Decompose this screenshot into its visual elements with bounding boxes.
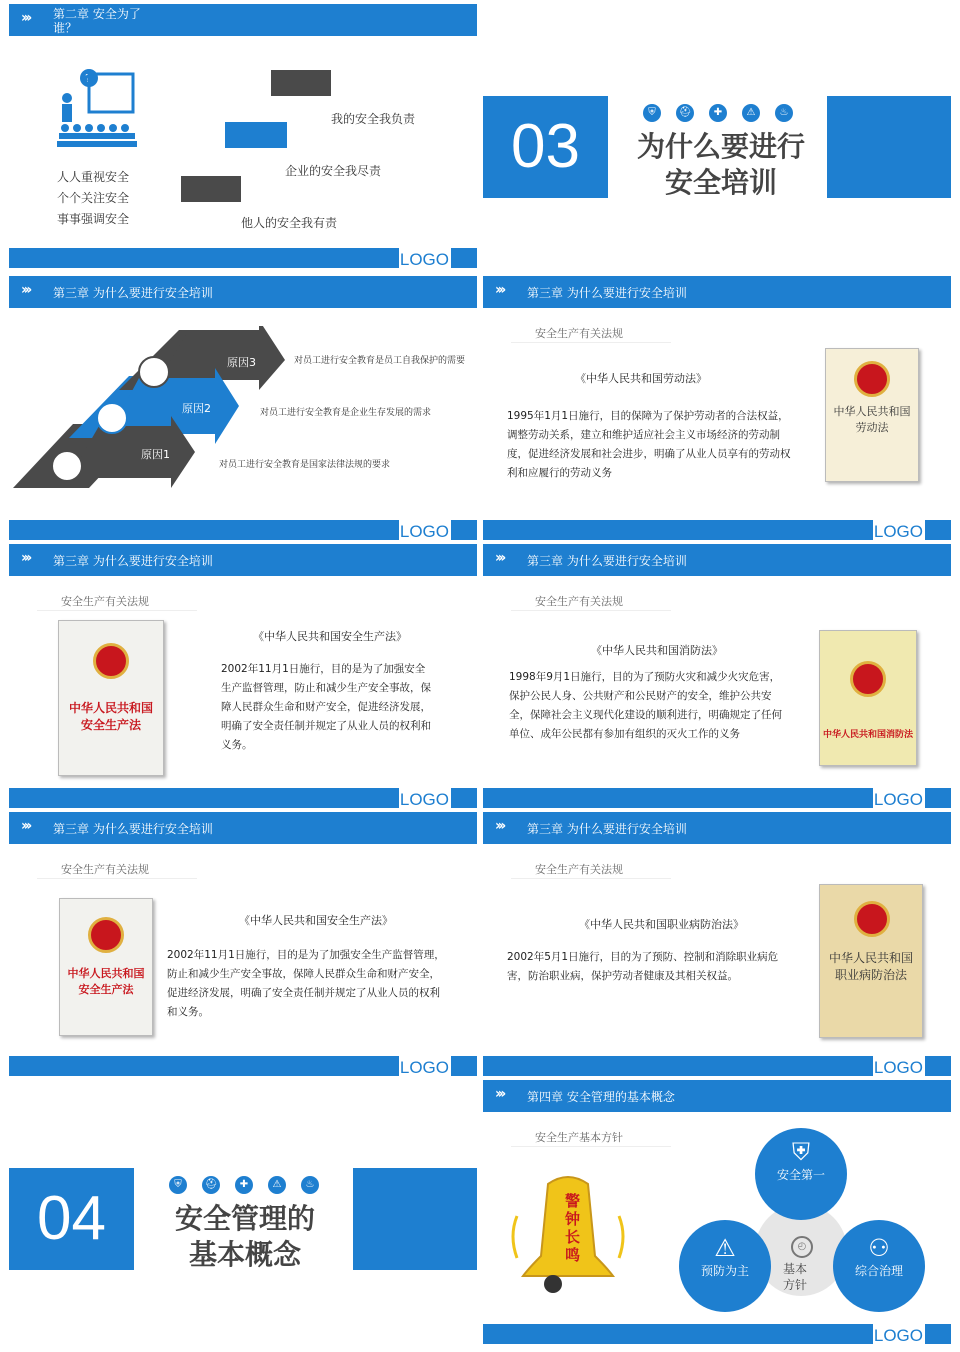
accent-block: [353, 1168, 477, 1270]
emblem-icon: [850, 661, 886, 697]
logo: LOGO: [873, 522, 923, 540]
logo: LOGO: [399, 790, 449, 808]
section-title-line1: 安全管理的: [174, 1202, 315, 1235]
law-body: 1995年1月1日施行，目的保障为了保护劳动者的合法权益，调整劳动关系，建立和维护适应社会主义市场经济的劳动制度，促进经济发展和社会进步，明确了从业人员享有的劳动权利和应履行的劳动义务: [507, 410, 791, 479]
helmet-icon: ⛑: [676, 104, 694, 122]
divider: [37, 878, 197, 879]
slide-header: [483, 276, 951, 308]
emblem-icon: [854, 361, 890, 397]
slide-header: [483, 1080, 951, 1112]
reasons-diagram: [9, 326, 299, 496]
emblem-icon: [854, 901, 890, 937]
emblem-icon: [88, 917, 124, 953]
classroom-icon: [55, 68, 141, 148]
svg-text:?: ?: [85, 72, 91, 85]
chevron-icon: ›››: [21, 550, 30, 566]
slide-4: [483, 276, 951, 540]
helmet-icon: ⛑: [202, 1176, 220, 1194]
book-title: 中华人民共和国消防法: [822, 730, 913, 740]
law-body: 1998年9月1日施行，目的为了预防火灾和减少火灾危害，保护公民人身、公共财产和公民财产的安全，维护公共安全，保障社会主义现代化建设的顺利进行，明确规定了任何单位、成年公民都有参加有组织的灭火工作的义务: [509, 671, 782, 740]
chevron-icon: ›››: [495, 818, 504, 834]
left-item: 事事强调安全: [57, 212, 130, 226]
footer-bar: [9, 788, 399, 808]
divider: [511, 342, 671, 343]
book-title: 中华人民共和国 安全生产法: [68, 701, 153, 732]
slide-8: [483, 812, 951, 1076]
header-title: 第三章 为什么要进行安全培训: [53, 822, 213, 836]
slide-7: [9, 812, 477, 1076]
fire-icon: ♨: [301, 1176, 319, 1194]
footer-bar: [483, 520, 873, 540]
reason-text: 对员工进行安全教育是企业生存发展的需求: [260, 408, 432, 418]
sub-title: 安全生产有关法规: [535, 863, 623, 876]
logo: LOGO: [873, 1326, 923, 1344]
header-title: 第三章 为什么要进行安全培训: [527, 554, 687, 568]
chevron-icon: ›››: [21, 10, 30, 26]
slide-header: [9, 276, 477, 308]
law-title: 《中华人民共和国安全生产法》: [239, 914, 393, 927]
footer-bar: [9, 1056, 399, 1076]
clock-icon: ◴: [791, 1236, 813, 1258]
header-title: 第四章 安全管理的基本概念: [527, 1090, 675, 1104]
reason-label: 原因2: [182, 402, 211, 415]
section-number: 03: [483, 96, 608, 198]
footer-bar-end: [925, 1056, 951, 1076]
reason-text: 对员工进行安全教育是员工自我保护的需要: [294, 356, 466, 366]
header-title: 第二章 安全为了谁？: [53, 7, 141, 35]
warning-icon: ⚠: [742, 104, 760, 122]
bell-text: 警钟长鸣: [565, 1192, 581, 1264]
right-circle: [833, 1220, 925, 1312]
footer-bar: [9, 520, 399, 540]
accent-block: [827, 96, 951, 198]
section-title-line1: 为什么要进行: [636, 130, 805, 163]
slide-header: [9, 544, 477, 576]
slide-9: [9, 1080, 477, 1344]
law-title: 《中华人民共和国消防法》: [591, 644, 723, 657]
footer-bar: [483, 788, 873, 808]
law-body: 2002年11月1日施行，目的是为了加强安全生产监督管理，防止和减少生产安全事故，保障人民群众生命和财产安全，促进经济发展，明确了安全责任制并规定了从业人员的权利和义务。: [167, 949, 445, 1018]
slide-header: [9, 4, 477, 36]
left-circle: [679, 1220, 771, 1312]
divider: [511, 610, 671, 611]
law-book: [825, 348, 919, 482]
footer-bar-end: [451, 248, 477, 268]
law-title: 《中华人民共和国安全生产法》: [253, 630, 407, 643]
book-title: 中华人民共和国 职业病防治法: [828, 951, 913, 982]
reason-label: 原因1: [141, 448, 170, 461]
reason-text: 对员工进行安全教育是国家法律法规的要求: [219, 460, 391, 470]
law-title: 《中华人民共和国劳动法》: [575, 372, 707, 385]
slide-header: [483, 544, 951, 576]
section-title-line2: 基本概念: [188, 1238, 301, 1271]
law-body: 2002年11月1日施行，目的是为了加强安全生产监督管理，防止和减少生产安全事故，保障人民群众生命和财产安全，促进经济发展，明确了安全责任制并规定了从业人员的权利和义务。: [221, 663, 431, 751]
header-title: 第三章 为什么要进行安全培训: [527, 822, 687, 836]
slide-10: [483, 1080, 951, 1344]
footer-bar-end: [451, 1056, 477, 1076]
chevron-icon: ›››: [495, 1086, 504, 1102]
reason-label: 原因3: [227, 356, 256, 369]
cross-icon: ✚: [709, 104, 727, 122]
chevron-icon: ›››: [495, 282, 504, 298]
shield-icon: ⛨: [643, 104, 661, 122]
footer-bar: [483, 1324, 873, 1344]
section-title-line2: 安全培训: [664, 166, 777, 199]
law-book: [59, 898, 153, 1036]
center-label-1: 基本: [783, 1262, 808, 1276]
warning-icon: ⚠: [268, 1176, 286, 1194]
shield-icon: ⛨: [169, 1176, 187, 1194]
slide-5: [9, 544, 477, 808]
slide-header: [483, 812, 951, 844]
top-label: 安全第一: [776, 1168, 825, 1182]
slide-1: [9, 4, 477, 268]
footer-bar-end: [925, 1324, 951, 1344]
chevron-icon: ›››: [21, 818, 30, 834]
top-circle: [755, 1128, 847, 1220]
law-book: [819, 630, 917, 766]
right-label: 综合治理: [854, 1264, 903, 1278]
shield-icon: ⛨: [792, 1138, 810, 1166]
center-label-2: 方针: [783, 1278, 808, 1292]
slide-3: [9, 276, 477, 540]
header-title: 第三章 为什么要进行安全培训: [53, 554, 213, 568]
header-title: 第三章 为什么要进行安全培训: [527, 286, 687, 300]
logo: LOGO: [399, 1058, 449, 1076]
slide-6: [483, 544, 951, 808]
law-body: 2002年5月1日施行，目的为了预防、控制和消除职业病危害，防治职业病，保护劳动者健康及其相关权益。: [507, 951, 779, 982]
header-title: 第三章 为什么要进行安全培训: [53, 286, 213, 300]
footer-bar-end: [925, 788, 951, 808]
footer-bar-end: [451, 788, 477, 808]
sub-title: 安全生产有关法规: [535, 327, 623, 340]
divider: [511, 878, 671, 879]
logo: LOGO: [873, 1058, 923, 1076]
slide-2: [483, 4, 951, 268]
bubble-search: [271, 70, 331, 96]
divider: [37, 610, 197, 611]
cross-icon: ✚: [235, 1176, 253, 1194]
bubble-text: 他人的安全我有责: [241, 216, 338, 230]
logo: LOGO: [399, 522, 449, 540]
book-title: 中华人民共和国 安全生产法: [67, 967, 145, 996]
footer-bar: [483, 1056, 873, 1076]
footer-bar-end: [451, 520, 477, 540]
law-book: [58, 620, 164, 776]
sub-title: 安全生产有关法规: [61, 863, 149, 876]
slide-header: [9, 812, 477, 844]
left-item: 个个关注安全: [57, 191, 130, 205]
book-title: 中华人民共和国 劳动法: [833, 405, 911, 434]
chevron-icon: ›››: [495, 550, 504, 566]
chevron-icon: ›››: [21, 282, 30, 298]
bubble-text: 企业的安全我尽责: [285, 164, 382, 178]
meeting-icon: ⚇: [868, 1234, 890, 1262]
footer-bar-end: [925, 520, 951, 540]
warning-icon: ⚠: [714, 1234, 736, 1262]
bubble-text: 我的安全我负责: [331, 112, 416, 126]
left-item: 人人重视安全: [57, 170, 130, 184]
fire-icon: ♨: [775, 104, 793, 122]
left-label: 预防为主: [700, 1264, 749, 1278]
law-book: [819, 884, 923, 1038]
logo: LOGO: [873, 790, 923, 808]
law-title: 《中华人民共和国职业病防治法》: [579, 918, 744, 931]
sub-title: 安全生产有关法规: [61, 595, 149, 608]
sub-title: 安全生产基本方针: [535, 1131, 623, 1144]
bubble-pen: [225, 122, 287, 148]
divider: [511, 1146, 671, 1147]
logo: LOGO: [399, 250, 449, 268]
emblem-icon: [93, 643, 129, 679]
bubble-bulb: [181, 176, 241, 202]
footer-bar: [9, 248, 399, 268]
sub-title: 安全生产有关法规: [535, 595, 623, 608]
section-number: 04: [9, 1168, 134, 1270]
